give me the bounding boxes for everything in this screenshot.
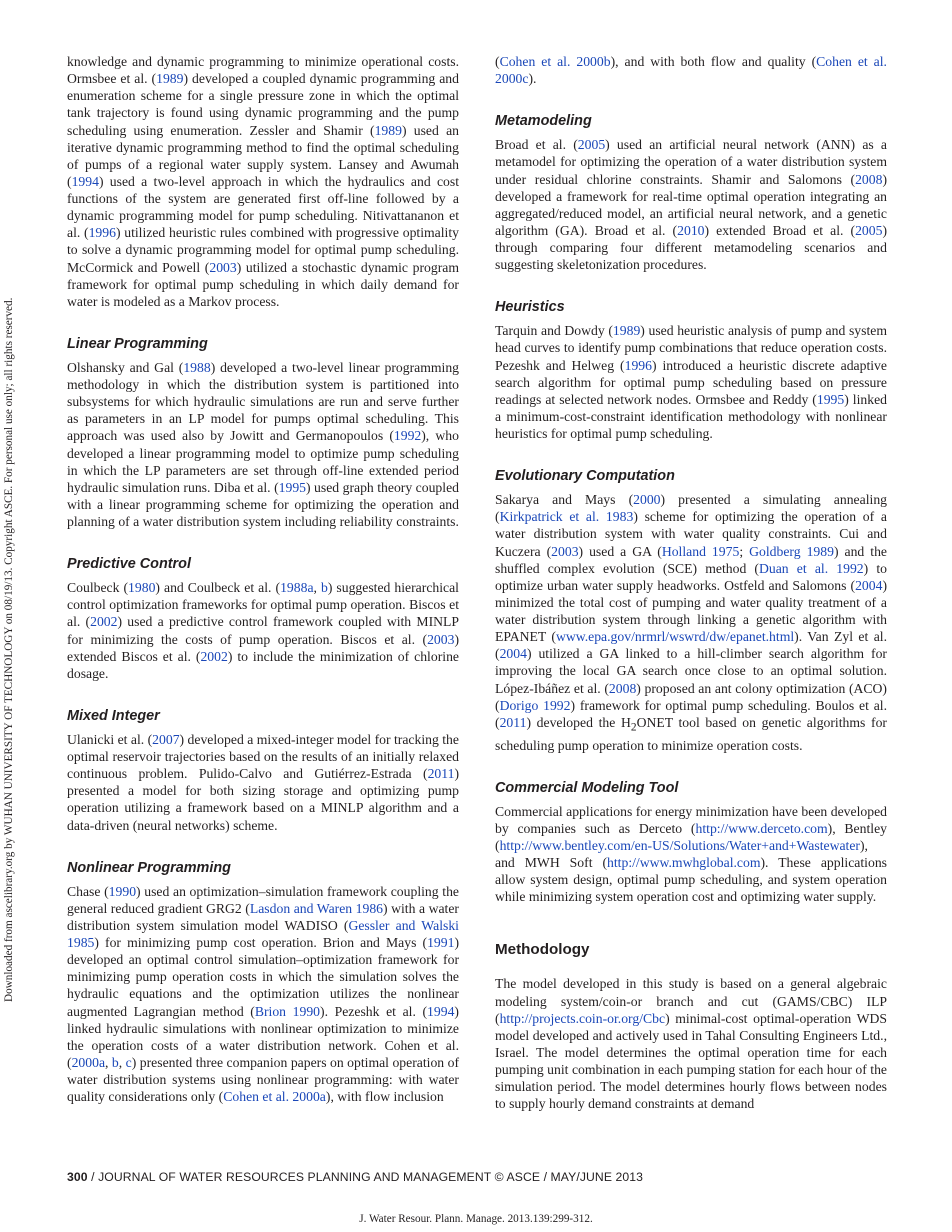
citation-link[interactable]: 2003 xyxy=(209,259,237,275)
citation-link[interactable]: 2003 xyxy=(427,631,455,647)
heading-commercial-modeling-tool: Commercial Modeling Tool xyxy=(495,779,679,796)
citation-link[interactable]: Cohen et al. 2000b xyxy=(499,54,611,69)
citation-link[interactable]: 1991 xyxy=(427,935,455,950)
linear-programming-paragraph: Olshansky and Gal (1988) developed a two-level linear programming methodology in which the distribution system is partitioned into subsystems for which hydraulic simulations are run and serve further as parameters in an LP model for pumps optimal scheduling. This approach was used also by Jowitt and Germanopoulos (1992), who developed a linear programming model to optimize pump scheduling in which the LP parameters are set through off-line extended period hydraulic simulation runs. Diba et al. (1995) used graph theory coupled with a linear programming scheme for optimizing the operation and planning of a water distribution system including reliability constraints. xyxy=(67,359,460,529)
citation-link[interactable]: 2005 xyxy=(577,137,606,153)
citation-link[interactable]: 2000a xyxy=(71,1054,106,1070)
citation-link[interactable]: 2008 xyxy=(608,680,637,696)
citation-link[interactable]: 2004 xyxy=(855,577,883,593)
citation-link[interactable]: 2011 xyxy=(499,714,527,730)
citation-link[interactable]: Dorigo 1992 xyxy=(499,697,571,713)
citation-link[interactable]: 1995 xyxy=(278,479,307,495)
citation-link[interactable]: 2002 xyxy=(200,648,228,664)
methodology-paragraph: The model developed in this study is based on a general algebraic modeling system/coin-or branch and cut (GAMS/CBC) ILP (http://projects.coin-or.org/Cbc) minimal-cost optimal-operation WDS model developed and actively used in Tahal Consulting Engineers Ltd., Israel. The model determines the optimal operation time for each pumping unit combination in each pumping station for each hour of the simulation period. The model determines hourly flows between nodes to supply hourly demand constraints at demand xyxy=(495,976,887,1112)
intro-paragraph: knowledge and dynamic programming to minimize operational costs. Ormsbee et al. (1989) developed a coupled dynamic programming and enumeration scheme for a single pressure zone in which the optimal tank trajectory is found using dynamic programming and the pump scheduling using enumeration. Zessler and Shamir (1989) used an iterative dynamic programming method to find the optimal scheduling of pumps of a regional water supply system. Lansey and Awumah (1994) used a two-level approach in which the hydraulics and cost functions of the system are generated first off-line followed by a dynamic programming model for pump scheduling. Nitivattananon et al. (1996) utilized heuristic rules combined with progressive optimality to solve a dynamic programming model for optimal pump scheduling. McCormick and Powell (2003) utilized a stochastic dynamic program framework for optimal pump scheduling in which daily demand for water is modeled as a Markov process. xyxy=(67,54,459,309)
page-footer xyxy=(67,1170,643,1184)
journal-running-title: / JOURNAL OF WATER RESOURCES PLANNING AND MANAGEMENT © ASCE / MAY/JUNE 2013 xyxy=(87,1170,644,1184)
citation-link[interactable]: 1990 xyxy=(108,883,137,899)
citation-link[interactable]: 1992 xyxy=(393,428,422,444)
citation-link[interactable]: 1980 xyxy=(128,580,156,596)
citation-link[interactable]: 2007 xyxy=(152,731,180,747)
citation-link[interactable]: 2010 xyxy=(677,222,705,238)
continued-paragraph: (Cohen et al. 2000b), and with both flow and quality (Cohen et al. 2000c). xyxy=(495,54,887,87)
mixed-integer-paragraph: Ulanicki et al. (2007) developed a mixed-integer model for tracking the optimal reservoir trajectories based on the results of an initially relaxed continuous problem. Pulido-Calvo and Gutiérrez-Estrada (2011) presented a model for both sizing storage and optimizing pump operation utilizing a framework based on a MINLP algorithm and a data-driven (neural networks) scheme. xyxy=(67,731,459,833)
commercial-modeling-paragraph: Commercial applications for energy minimization have been developed by companies such as Derceto (http://www.derceto.com), Bentley (http://www.bentley.com/en-US/Solutions/Water+and+Wastewater), and MWH Soft (http://www.mwhglobal.com). These applications allow system design, optimal pump scheduling, and system operation while minimizing system operation cost and optimizing water supply. xyxy=(495,803,887,905)
citation-link[interactable]: 1996 xyxy=(88,225,116,241)
heading-mixed-integer: Mixed Integer xyxy=(67,707,160,724)
heading-heuristics: Heuristics xyxy=(495,299,565,316)
citation-link[interactable]: c xyxy=(125,1054,132,1070)
citation-link[interactable]: 2008 xyxy=(855,171,883,187)
heading-methodology: Methodology xyxy=(495,941,590,959)
citation-link[interactable]: 1989 xyxy=(156,71,184,87)
citation-link[interactable]: 1995 xyxy=(816,391,845,407)
subscript-2: 2 xyxy=(630,721,637,734)
citation-link[interactable]: Duan et al. 1992 xyxy=(759,560,864,576)
citation-link[interactable]: 1988a xyxy=(280,580,314,596)
citation-link[interactable]: 1988 xyxy=(183,359,211,375)
download-notice: Downloaded from ascelibrary.org by WUHAN UNIVERSITY OF TECHNOLOGY on 08/19/13. Copyright ASCE. For personal use only; all rights reserved. xyxy=(3,297,15,1002)
citation-link[interactable]: 2004 xyxy=(499,646,527,662)
citation-link[interactable]: 2000 xyxy=(633,492,661,508)
citation-link[interactable]: Gessler and Walski 1985 xyxy=(67,917,459,950)
citation-link[interactable]: 2005 xyxy=(855,222,883,238)
citation-link[interactable]: Cohen et al. 2000c xyxy=(495,54,887,87)
metamodeling-paragraph: Broad et al. (2005) used an artificial neural network (ANN) as a metamodel for optimizing the operation of a water distribution system under residual chlorine constraints. Shamir and Salomons (2008) developed a framework for real-time optimal operation integrating an aggregated/reduced model, an artificial neural network, and a genetic algorithm (GA). Broad et al. (2010) extended Broad et al. (2005) through comparing four different metamodeling scenarios and suggesting skeletonization procedures. xyxy=(495,137,887,273)
url-link[interactable]: http://www.bentley.com/en-US/Solutions/Water+and+Wastewater xyxy=(499,837,860,853)
citation-link[interactable]: 1989 xyxy=(374,122,402,138)
url-link[interactable]: http://www.mwhglobal.com xyxy=(607,855,761,871)
citation-link[interactable]: Lasdon and Waren 1986 xyxy=(249,900,384,916)
citation-link[interactable]: 2002 xyxy=(90,614,118,630)
citation-link[interactable]: 2003 xyxy=(551,543,579,559)
citation-link[interactable]: 2011 xyxy=(427,766,455,782)
heading-evolutionary-computation: Evolutionary Computation xyxy=(495,468,675,485)
right-column xyxy=(495,53,887,1112)
heading-nonlinear-programming: Nonlinear Programming xyxy=(67,859,231,876)
heuristics-paragraph: Tarquin and Dowdy (1989) used heuristic analysis of pump and system head curves to identify pump combinations that reduce operation costs. Pezeshk and Helweg (1996) introduced a heuristic discrete adaptive search algorithm for optimal pump scheduling based on pressure readings at selected network nodes. Ormsbee and Reddy (1995) linked a minimum-cost-constraint identification methodology with nonlinear heuristics for optimal pump scheduling. xyxy=(495,323,887,441)
url-link[interactable]: www.epa.gov/nrmrl/wswrd/dw/epanet.html xyxy=(555,629,795,645)
left-column xyxy=(67,53,459,1105)
journal-citation: J. Water Resour. Plann. Manage. 2013.139:299-312. xyxy=(359,1213,593,1225)
citation-link[interactable]: 1996 xyxy=(624,357,652,373)
citation-link[interactable]: 1994 xyxy=(427,1003,455,1019)
citation-link[interactable]: Brion 1990 xyxy=(254,1003,321,1019)
citation-link[interactable]: Holland 1975 xyxy=(661,543,740,559)
evolutionary-computation-paragraph: Sakarya and Mays (2000) presented a simulating annealing (Kirkpatrick et al. 1983) scheme for optimizing the operation of a water distribution system with water quality constraints. Cui and Kuczera (2003) used a GA (Holland 1975; Goldberg 1989) and the shuffled complex evolution (SCE) method (Duan et al. 1992) to optimize urban water supply headworks. Ostfeld and Salomons (2004) minimized the total cost of pumping and water quality treatment of a water distribution system through linking a genetic algorithm with EPANET (www.epa.gov/nrmrl/wswrd/dw/epanet.html). Van Zyl et al. (2004) utilized a GA linked to a hill-climber search algorithm for improving the local GA search once close to an optimal solution. López-Ibáñez et al. (2008) proposed an ant colony optimization (ACO) (Dorigo 1992) framework for optimal pump scheduling. Boulos et al. (2011) developed the $H_2ONET$ tool based on genetic algorithms for scheduling pump operation to minimize operation costs. xyxy=(495,492,888,753)
nonlinear-programming-paragraph: Chase (1990) used an optimization–simulation framework coupling the general reduced gradient GRG2 (Lasdon and Waren 1986) with a water distribution system simulation model WADISO (Gessler and Walski 1985) for minimizing pump cost operation. Brion and Mays (1991) developed an optimal control simulation–optimization framework for minimizing pump operation costs in which the simulation solves the hydraulic equations and the optimization utilizes the nonlinear augmented Lagrangian method (Brion 1990). Pezeshk et al. (1994) linked hydraulic simulations with nonlinear optimization to minimize the operation costs of a water distribution network. Cohen et al. (2000a, b, c) presented three companion papers on optimal operation of water distribution systems using nonlinear programming: with water quality considerations only (Cohen et al. 2000a), with flow inclusion xyxy=(67,883,460,1105)
url-link[interactable]: http://projects.coin-or.org/Cbc xyxy=(499,1010,666,1026)
page-number: 300 xyxy=(67,1170,88,1184)
citation-link[interactable]: Kirkpatrick et al. 1983 xyxy=(499,509,634,525)
citation-link[interactable]: b xyxy=(111,1054,119,1070)
url-link[interactable]: http://www.derceto.com xyxy=(695,820,828,836)
citation-link[interactable]: b xyxy=(320,580,328,596)
predictive-control-paragraph: Coulbeck (1980) and Coulbeck et al. (1988a, b) suggested hierarchical control optimization frameworks for optimal pump operation. Biscos et al. (2002) used a predictive control framework coupled with MINLP for minimizing the costs of pump operation. Biscos et al. (2003) extended Biscos et al. (2002) to include the minimization of chlorine dosage. xyxy=(67,580,459,681)
heading-linear-programming: Linear Programming xyxy=(67,335,208,352)
citation-link[interactable]: 1994 xyxy=(71,173,99,189)
citation-link[interactable]: Goldberg 1989 xyxy=(749,543,834,559)
heading-predictive-control: Predictive Control xyxy=(67,556,191,573)
citation-link[interactable]: Cohen et al. 2000a xyxy=(223,1089,326,1105)
citation-link[interactable]: 1989 xyxy=(612,323,641,339)
heading-metamodeling: Metamodeling xyxy=(495,113,592,130)
